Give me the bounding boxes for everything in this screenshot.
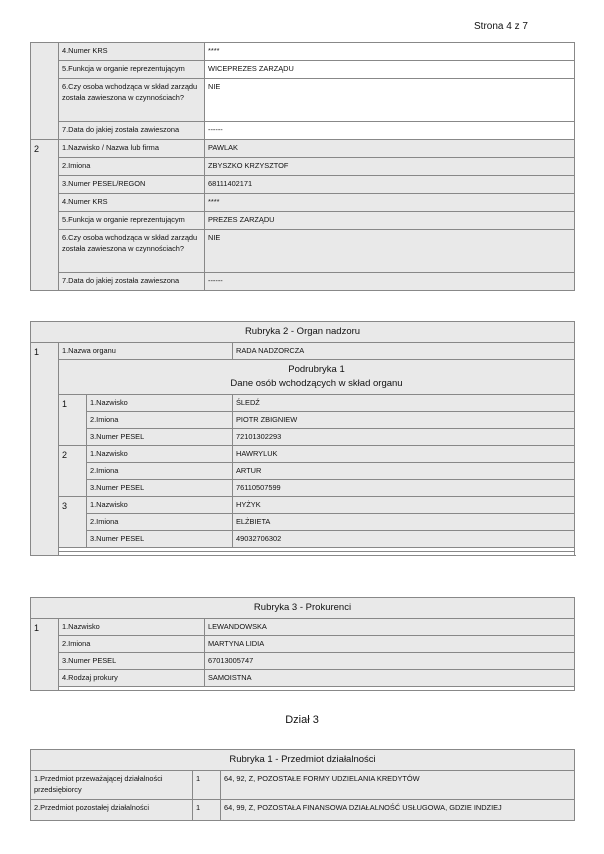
field-label: 3.Numer PESEL xyxy=(59,653,205,670)
field-label: 2.Imiona xyxy=(59,158,205,176)
section-title: Rubryka 3 - Prokurenci xyxy=(31,598,575,619)
subsection-title-line2: Dane osób wchodzących w skład organu xyxy=(230,378,403,389)
table-row xyxy=(31,497,575,514)
business-activity-table xyxy=(30,749,575,821)
field-label: 3.Numer PESEL/REGON xyxy=(59,176,205,194)
table-row xyxy=(31,176,575,194)
field-value: RADA NADZORCZA xyxy=(233,343,575,360)
field-value: **** xyxy=(205,194,575,212)
section-heading: Dział 3 xyxy=(285,714,319,726)
field-label: 1.Nazwisko xyxy=(59,619,205,636)
proxies-table xyxy=(30,597,575,691)
field-label: 4.Numer KRS xyxy=(59,43,205,61)
table-row xyxy=(31,194,575,212)
field-label: 3.Numer PESEL xyxy=(87,480,233,497)
field-label: 3.Numer PESEL xyxy=(87,429,233,446)
field-value: WICEPREZES ZARZĄDU xyxy=(205,61,575,79)
field-value: MARTYNA LIDIA xyxy=(205,636,575,653)
table-row xyxy=(31,670,575,687)
field-value: HYŻYK xyxy=(233,497,575,514)
row-number: 1 xyxy=(193,771,221,800)
field-label: 2.Imiona xyxy=(87,463,233,480)
field-value: LEWANDOWSKA xyxy=(205,619,575,636)
field-value: ------ xyxy=(205,122,575,140)
field-label: 1.Nazwisko / Nazwa lub firma xyxy=(59,140,205,158)
table-row xyxy=(31,446,575,463)
table-row xyxy=(31,429,575,446)
field-value: ZBYSZKO KRZYSZTOF xyxy=(205,158,575,176)
field-value: NIE xyxy=(205,79,575,122)
table-row xyxy=(31,230,575,273)
field-label: 5.Funkcja w organie reprezentującym xyxy=(59,61,205,79)
table-row xyxy=(31,514,575,531)
field-value: 72101302293 xyxy=(233,429,575,446)
supervisory-board-table xyxy=(30,321,575,556)
subsection-title xyxy=(59,360,575,395)
field-value: NIE xyxy=(205,230,575,273)
field-value: HAWRYLUK xyxy=(233,446,575,463)
section-title: Rubryka 2 - Organ nadzoru xyxy=(31,322,575,343)
field-value: 64, 99, Z, POZOSTAŁA FINANSOWA DZIAŁALNOŚĆ USŁUGOWA, GDZIE INDZIEJ xyxy=(221,800,575,821)
field-value: ELŻBIETA xyxy=(233,514,575,531)
field-label: 4.Numer KRS xyxy=(59,194,205,212)
member-index: 3 xyxy=(59,497,87,548)
field-value: 76110507599 xyxy=(233,480,575,497)
field-value: ------ xyxy=(205,273,575,291)
field-label: 2.Imiona xyxy=(87,412,233,429)
board-members-table xyxy=(30,42,575,291)
table-row xyxy=(31,61,575,79)
member-index: 2 xyxy=(59,446,87,497)
field-value: 49032706302 xyxy=(233,531,575,548)
member-index: 1 xyxy=(59,395,87,446)
field-value: 68111402171 xyxy=(205,176,575,194)
table-row xyxy=(31,273,575,291)
field-value: 67013005747 xyxy=(205,653,575,670)
table-row xyxy=(31,531,575,548)
table-row xyxy=(31,412,575,429)
table-row xyxy=(31,79,575,122)
entry-index: 1 xyxy=(31,343,59,556)
page-number: Strona 4 z 7 xyxy=(474,21,528,32)
field-label: 7.Data do jakiej została zawieszona xyxy=(59,122,205,140)
field-label: 6.Czy osoba wchodząca w skład zarządu została zawieszona w czynnościach? xyxy=(59,230,205,273)
field-label: 5.Funkcja w organie reprezentującym xyxy=(59,212,205,230)
table-row xyxy=(31,800,575,821)
section-title: Rubryka 1 - Przedmiot działalności xyxy=(31,750,575,771)
field-label: 2.Imiona xyxy=(59,636,205,653)
field-label: 7.Data do jakiej została zawieszona xyxy=(59,273,205,291)
table-row xyxy=(31,619,575,636)
table-row xyxy=(31,122,575,140)
table-row xyxy=(31,140,575,158)
field-value: ARTUR xyxy=(233,463,575,480)
row-number: 1 xyxy=(193,800,221,821)
table-row xyxy=(31,343,575,360)
field-value: PREZES ZARZĄDU xyxy=(205,212,575,230)
table-row xyxy=(31,636,575,653)
field-label: 1.Przedmiot przeważającej działalności przedsiębiorcy xyxy=(31,771,193,800)
table-row xyxy=(31,480,575,497)
field-value: PIOTR ZBIGNIEW xyxy=(233,412,575,429)
field-value: PAWLAK xyxy=(205,140,575,158)
field-label: 1.Nazwisko xyxy=(87,446,233,463)
field-label: 2.Imiona xyxy=(87,514,233,531)
table-row xyxy=(31,158,575,176)
field-value: 64, 92, Z, POZOSTAŁE FORMY UDZIELANIA KREDYTÓW xyxy=(221,771,575,800)
field-value: **** xyxy=(205,43,575,61)
field-value: ŚLEDŹ xyxy=(233,395,575,412)
entry-index: 2 xyxy=(31,140,59,291)
field-label: 1.Nazwa organu xyxy=(59,343,233,360)
subsection-title-line1: Podrubryka 1 xyxy=(288,364,345,375)
table-row xyxy=(31,771,575,800)
field-label: 2.Przedmiot pozostałej działalności xyxy=(31,800,193,821)
field-label: 6.Czy osoba wchodząca w skład zarządu została zawieszona w czynnościach? xyxy=(59,79,205,122)
table-row xyxy=(31,463,575,480)
table-row xyxy=(31,212,575,230)
table-row xyxy=(31,653,575,670)
field-value: SAMOISTNA xyxy=(205,670,575,687)
field-label: 1.Nazwisko xyxy=(87,395,233,412)
table-row xyxy=(31,395,575,412)
field-label: 3.Numer PESEL xyxy=(87,531,233,548)
field-label: 4.Rodzaj prokury xyxy=(59,670,205,687)
table-row xyxy=(31,43,575,61)
field-label: 1.Nazwisko xyxy=(87,497,233,514)
entry-index: 1 xyxy=(31,619,59,691)
